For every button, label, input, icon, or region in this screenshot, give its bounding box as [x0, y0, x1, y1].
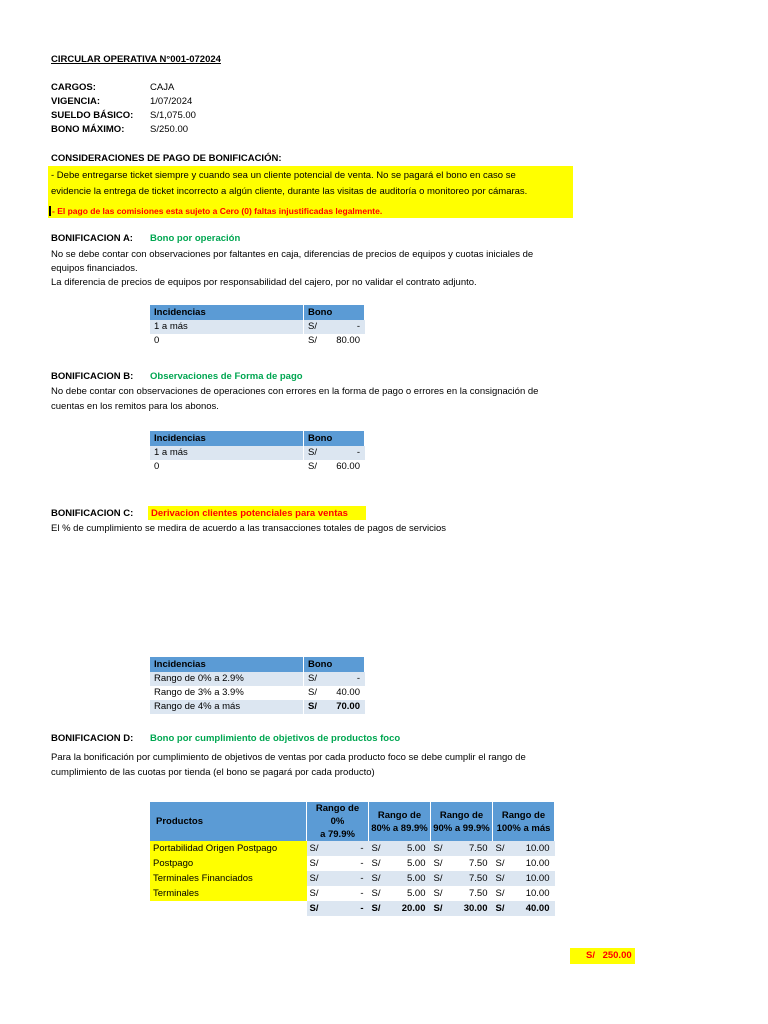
- info-label-sueldo: SUELDO BÁSICO:: [51, 110, 134, 121]
- table-header: Rango de 80% a 89.9%: [369, 802, 431, 841]
- table-header: Incidencias: [150, 305, 304, 320]
- page-title: CIRCULAR OPERATIVA N°001-072024: [51, 54, 221, 65]
- info-value-sueldo: S/1,075.00: [150, 110, 196, 121]
- grand-total: S/ 250.00: [570, 948, 635, 964]
- bon-a-desc-2: equipos financiados.: [51, 263, 138, 274]
- table-row: Rango de 4% a más S/ 70.00: [150, 700, 365, 714]
- info-label-vigencia: VIGENCIA:: [51, 96, 101, 107]
- bon-c-table: [150, 657, 365, 714]
- considerations-line1: - Debe entregarse ticket siempre y cuando sea un cliente potencial de venta. No se pagará el bono en caso se: [51, 170, 516, 181]
- considerations-red-note: - El pago de las comisiones esta sujeto a Cero (0) faltas injustificadas legalmente.: [49, 206, 382, 216]
- bon-a-name: Bono por operación: [150, 233, 241, 244]
- bon-a-table: [150, 305, 365, 348]
- info-value-bono: S/250.00: [150, 124, 189, 135]
- bon-a-desc-1: No se debe contar con observaciones por faltantes en caja, diferencias de precios de equipos y cuotas iniciales de: [51, 249, 534, 260]
- table-row: Portabilidad Origen Postpago S/ - S/ 5.00 S/ 7.50 S/ 10.00: [150, 841, 555, 856]
- bon-d-products-table: [150, 802, 555, 916]
- table-row: 0 S/ 80.00: [150, 334, 365, 348]
- info-label-cargos: CARGOS:: [51, 82, 96, 93]
- bon-b-table: [150, 431, 365, 474]
- table-header: Rango de 100% a más: [493, 802, 555, 841]
- table-row: Postpago S/ - S/ 5.00 S/ 7.50 S/ 10.00: [150, 856, 555, 871]
- bon-b-desc-2: cuentas en los remitos para los abonos.: [51, 401, 219, 412]
- table-row: Terminales Financiados S/ - S/ 5.00 S/ 7.50 S/ 10.00: [150, 871, 555, 886]
- bon-b-name: Observaciones de Forma de pago: [150, 371, 303, 382]
- table-header: Incidencias: [150, 657, 304, 672]
- bon-d-desc-2: cumplimiento de las cuotas por tienda (el bono se pagará por cada producto): [51, 767, 375, 778]
- info-value-vigencia: 1/07/2024: [150, 96, 193, 107]
- bon-c-desc-1: El % de cumplimiento se medira de acuerdo a las transacciones totales de pagos de servicios: [51, 523, 446, 534]
- considerations-line2: evidencie la entrega de ticket incorrecto a algún cliente, durante las visitas de auditoría o monitoreo por cámaras.: [51, 186, 528, 197]
- table-header: Rango de 0% a 79.9%: [307, 802, 369, 841]
- info-label-bono: BONO MÁXIMO:: [51, 124, 125, 135]
- considerations-heading: CONSIDERACIONES DE PAGO DE BONIFICACIÓN:: [51, 153, 282, 164]
- table-row: Terminales S/ - S/ 5.00 S/ 7.50 S/ 10.00: [150, 886, 555, 901]
- bon-a-desc-3: La diferencia de precios de equipos por responsabilidad del cajero, por no validar el contrato adjunto.: [51, 277, 477, 288]
- table-header: Bono: [304, 305, 365, 320]
- table-row: 1 a más S/ -: [150, 446, 365, 460]
- table-header: Bono: [304, 431, 365, 446]
- bon-c-name: Derivacion clientes potenciales para ventas: [151, 508, 348, 519]
- bon-d-label: BONIFICACION D:: [51, 733, 134, 744]
- table-header: Rango de 90% a 99.9%: [431, 802, 493, 841]
- table-row: Rango de 3% a 3.9% S/ 40.00: [150, 686, 365, 700]
- bon-b-label: BONIFICACION B:: [51, 371, 134, 382]
- table-totals-row: S/ - S/ 20.00 S/ 30.00 S/ 40.00: [150, 901, 555, 916]
- bon-a-label: BONIFICACION A:: [51, 233, 133, 244]
- table-header: Bono: [304, 657, 365, 672]
- table-header: Incidencias: [150, 431, 304, 446]
- bon-b-desc-1: No debe contar con observaciones de operaciones con errores en la forma de pago o errores en la consignación de: [51, 386, 539, 397]
- info-value-cargos: CAJA: [150, 82, 175, 93]
- table-row: 1 a más S/ -: [150, 320, 365, 334]
- table-row: Rango de 0% a 2.9% S/ -: [150, 672, 365, 686]
- bon-d-desc-1: Para la bonificación por cumplimiento de objetivos de ventas por cada producto foco se debe cumplir el rango de: [51, 752, 526, 763]
- table-header: Productos: [150, 802, 307, 841]
- table-row: 0 S/ 60.00: [150, 460, 365, 474]
- bon-c-label: BONIFICACION C:: [51, 508, 134, 519]
- bon-d-name: Bono por cumplimiento de objetivos de productos foco: [150, 733, 401, 744]
